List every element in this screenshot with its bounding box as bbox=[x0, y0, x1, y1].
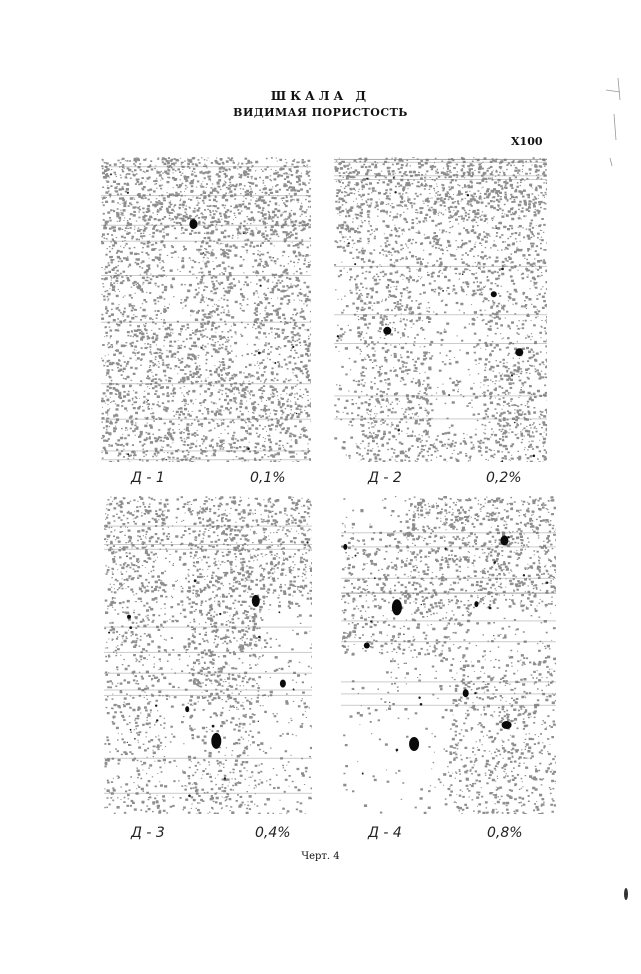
scan-streak bbox=[341, 693, 556, 694]
scan-streak bbox=[104, 526, 312, 527]
scan-streak bbox=[101, 195, 311, 196]
panel-value-d1: 0,1% bbox=[250, 470, 286, 486]
pore bbox=[474, 601, 478, 607]
scan-mark bbox=[596, 70, 626, 170]
speck bbox=[370, 621, 372, 623]
speck bbox=[448, 394, 450, 396]
speck bbox=[546, 582, 548, 584]
scan-streak bbox=[104, 695, 312, 696]
speck bbox=[394, 191, 396, 193]
speck bbox=[274, 362, 276, 364]
panel-label-d1: Д - 1 bbox=[131, 470, 165, 486]
speck bbox=[354, 263, 356, 265]
pore bbox=[383, 327, 391, 335]
scan-streak bbox=[104, 549, 312, 550]
scan-streak bbox=[334, 179, 547, 180]
micrograph-d3 bbox=[104, 496, 312, 814]
speck bbox=[127, 453, 129, 455]
speck bbox=[420, 703, 423, 706]
speck bbox=[495, 227, 497, 229]
speck bbox=[393, 177, 394, 178]
grain-texture bbox=[341, 496, 556, 814]
scan-streak bbox=[334, 418, 547, 419]
pore bbox=[409, 737, 419, 751]
speck bbox=[306, 541, 308, 543]
speck bbox=[194, 580, 197, 583]
page-subtitle: ВИДИМАЯ ПОРИСТОСТЬ bbox=[233, 106, 408, 119]
pore bbox=[364, 643, 370, 649]
speck bbox=[134, 738, 136, 740]
speck bbox=[511, 375, 513, 377]
micrograph-d2 bbox=[334, 157, 547, 462]
pore bbox=[127, 615, 131, 619]
pore bbox=[463, 689, 469, 697]
speck bbox=[203, 252, 205, 254]
speck bbox=[533, 455, 536, 458]
speck bbox=[127, 192, 129, 194]
speck bbox=[292, 346, 294, 348]
pore bbox=[252, 595, 260, 607]
scan-streak bbox=[334, 266, 547, 267]
scan-streak bbox=[101, 166, 311, 167]
micrograph-texture bbox=[101, 157, 311, 462]
figure-caption: Черт. 4 bbox=[301, 851, 340, 862]
scan-streak bbox=[341, 532, 556, 533]
micrograph-texture bbox=[341, 496, 556, 814]
speck bbox=[247, 447, 250, 450]
speck bbox=[374, 577, 376, 579]
panel-label-d4: Д - 4 bbox=[368, 825, 402, 841]
speck bbox=[129, 626, 132, 629]
speck bbox=[514, 422, 516, 424]
panel-value-d3: 0,4% bbox=[255, 825, 291, 841]
micrograph-d1 bbox=[101, 157, 311, 462]
speck bbox=[156, 719, 158, 721]
speck bbox=[110, 173, 112, 175]
micrograph-texture bbox=[334, 157, 547, 462]
speck bbox=[147, 400, 149, 402]
scan-streak bbox=[101, 450, 311, 451]
scan-streak bbox=[341, 681, 556, 682]
speck bbox=[442, 290, 444, 292]
scan-streak bbox=[104, 690, 312, 691]
pore bbox=[185, 706, 189, 712]
scale-title: ШКАЛА Д bbox=[270, 89, 371, 103]
speck bbox=[396, 749, 399, 752]
speck bbox=[126, 555, 128, 557]
panel-label-d2: Д - 2 bbox=[368, 470, 402, 486]
scan-streak bbox=[334, 175, 547, 176]
speck bbox=[348, 242, 350, 244]
speck bbox=[389, 702, 390, 703]
pore bbox=[189, 219, 197, 229]
scan-streak bbox=[104, 652, 312, 653]
scan-streak bbox=[104, 758, 312, 759]
scan-streak bbox=[341, 705, 556, 706]
scan-streak bbox=[104, 673, 312, 674]
speck bbox=[166, 459, 167, 460]
speck bbox=[474, 692, 476, 694]
scan-streak bbox=[104, 627, 312, 628]
panel-value-d4: 0,8% bbox=[487, 825, 523, 841]
speck bbox=[243, 233, 245, 235]
speck bbox=[187, 218, 188, 219]
speck bbox=[260, 285, 262, 287]
scan-streak bbox=[101, 275, 311, 276]
pore bbox=[211, 733, 221, 749]
speck bbox=[258, 721, 259, 722]
micrograph-texture bbox=[104, 496, 312, 814]
scan-streak bbox=[101, 383, 311, 384]
speck bbox=[403, 634, 404, 635]
speck bbox=[287, 336, 288, 337]
grain-texture bbox=[334, 157, 547, 462]
scan-streak bbox=[334, 343, 547, 344]
panel-value-d2: 0,2% bbox=[486, 470, 522, 486]
scan-streak bbox=[334, 395, 547, 396]
speck bbox=[444, 548, 446, 550]
scan-streak bbox=[101, 322, 311, 323]
grain-texture bbox=[104, 496, 312, 814]
scan-streak bbox=[334, 162, 547, 163]
pore bbox=[500, 536, 508, 546]
speck bbox=[219, 613, 221, 615]
speck bbox=[258, 352, 261, 355]
scan-streak bbox=[334, 314, 547, 315]
speck bbox=[388, 284, 390, 286]
speck bbox=[362, 773, 364, 775]
scan-streak bbox=[101, 419, 311, 420]
speck bbox=[155, 705, 157, 707]
speck bbox=[398, 429, 400, 431]
speck bbox=[293, 688, 295, 690]
speck bbox=[108, 632, 110, 634]
scan-streak bbox=[101, 225, 311, 226]
speck bbox=[355, 555, 357, 557]
speck bbox=[212, 725, 215, 728]
scan-streak bbox=[341, 620, 556, 621]
speck bbox=[493, 561, 496, 564]
scan-streak bbox=[341, 592, 556, 593]
speck bbox=[201, 347, 203, 349]
panel-label-d3: Д - 3 bbox=[131, 825, 165, 841]
pore bbox=[392, 599, 402, 615]
speck bbox=[296, 413, 297, 414]
magnification-label: X100 bbox=[511, 135, 543, 148]
speck bbox=[337, 335, 339, 337]
scan-streak bbox=[341, 546, 556, 547]
speck bbox=[523, 574, 525, 576]
speck bbox=[501, 268, 504, 271]
scan-streak bbox=[334, 159, 547, 160]
pore bbox=[343, 544, 347, 550]
scan-streak bbox=[101, 459, 311, 460]
speck bbox=[130, 729, 132, 731]
scan-streak bbox=[341, 578, 556, 579]
pore bbox=[491, 291, 497, 297]
speck bbox=[279, 611, 281, 613]
grain-texture bbox=[101, 157, 311, 462]
speck bbox=[188, 795, 191, 798]
speck bbox=[489, 607, 492, 610]
speck bbox=[418, 697, 420, 699]
speck bbox=[224, 777, 226, 779]
pore bbox=[502, 721, 512, 729]
speck bbox=[501, 460, 503, 462]
pore bbox=[515, 348, 523, 356]
speck bbox=[127, 742, 128, 743]
speck bbox=[493, 635, 494, 636]
scan-streak bbox=[101, 241, 311, 242]
speck bbox=[462, 273, 464, 275]
speck bbox=[467, 194, 469, 196]
scan-mark bbox=[622, 884, 630, 904]
scan-streak bbox=[104, 793, 312, 794]
speck bbox=[258, 636, 261, 639]
speck bbox=[260, 245, 262, 247]
speck bbox=[421, 604, 422, 605]
scan-streak bbox=[341, 641, 556, 642]
pore bbox=[280, 680, 286, 688]
speck bbox=[273, 257, 274, 258]
micrograph-d4 bbox=[341, 496, 556, 814]
speck bbox=[366, 178, 368, 180]
speck bbox=[508, 536, 510, 538]
scan-streak bbox=[104, 544, 312, 545]
